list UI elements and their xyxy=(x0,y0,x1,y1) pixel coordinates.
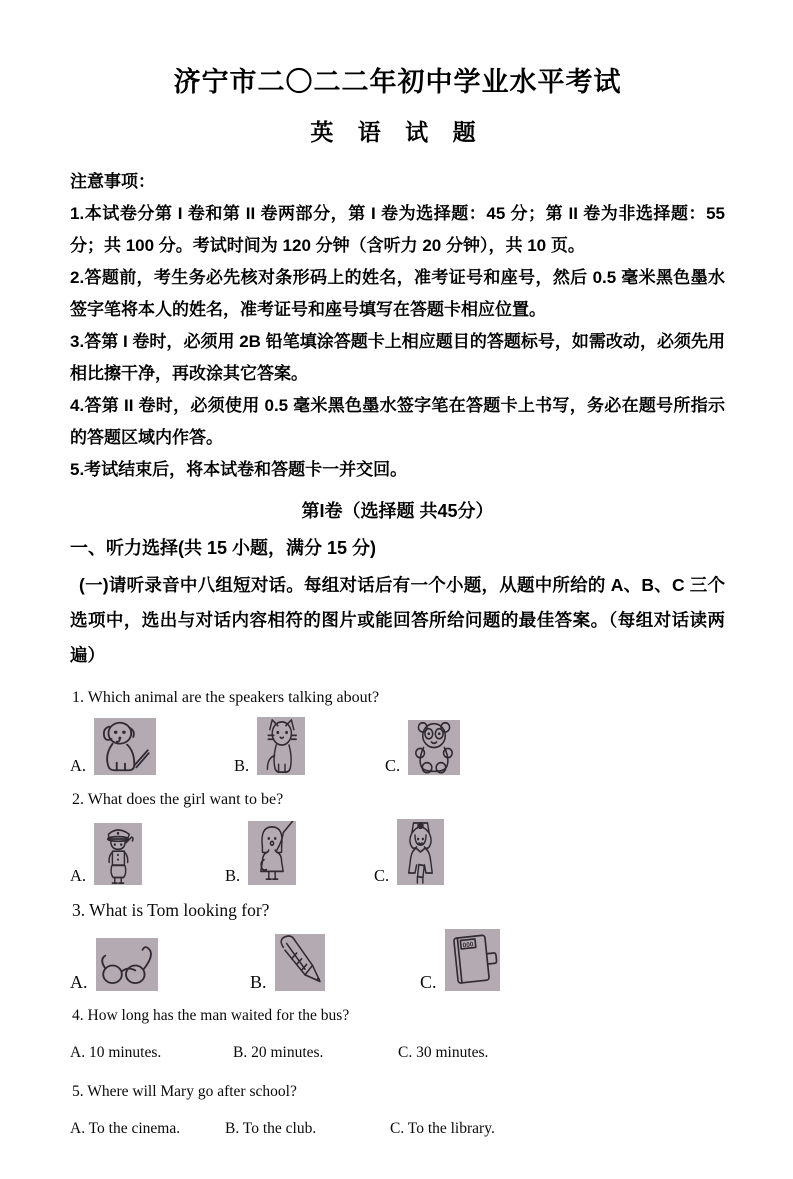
option-label: A. xyxy=(70,756,87,775)
option-a xyxy=(70,823,225,885)
question-text: 5. Where will Mary go after school? xyxy=(72,1083,297,1100)
option-a xyxy=(70,718,234,775)
notice-item: 3.答第 I 卷时，必须用 2B 铅笔填涂答题卡上相应题目的答题标号，如需改动，必须先用相比擦干净，再改涂其它答案。 xyxy=(70,332,725,383)
police-officer-image xyxy=(94,823,142,885)
option-b xyxy=(250,934,420,991)
notice-item: 1.本试卷分第 I 卷和第 II 卷两部分，第 I 卷为选择题：45 分；第 II 卷为非选择题：55 分；共 100 分。考试时间为 120 分钟（含听力 20 分钟），共 10 页。 xyxy=(70,204,725,255)
teacher-image xyxy=(248,821,296,885)
notice-item: 5.考试结束后，将本试卷和答题卡一并交回。 xyxy=(70,460,408,479)
page-title: 济宁市二〇二二年初中学业水平考试 xyxy=(173,67,622,97)
question-text: 1. Which animal are the speakers talking about? xyxy=(72,689,380,706)
option-c xyxy=(385,720,460,775)
pen-image xyxy=(275,934,325,991)
notice-item: 2.答题前，考生务必先核对条形码上的姓名，准考证号和座号，然后 0.5 毫米黑色墨水签字笔将本人的姓名，准考证号和座号填写在答题卡相应位置。 xyxy=(70,268,725,319)
nurse-image xyxy=(397,819,444,885)
option-a: A. 10 minutes. xyxy=(70,1044,162,1061)
option-picture xyxy=(397,819,444,885)
question-text: 4. How long has the man waited for the bus? xyxy=(72,1007,350,1024)
question-2-options xyxy=(70,819,725,885)
option-picture xyxy=(445,929,500,991)
option-b xyxy=(234,717,385,775)
option-picture xyxy=(275,934,325,991)
option-b: B. To the club. xyxy=(225,1120,317,1137)
option-label: B. xyxy=(234,756,250,775)
panda-image xyxy=(408,720,460,775)
option-label: B. xyxy=(250,972,267,992)
option-label: C. xyxy=(420,972,437,992)
option-picture xyxy=(257,717,305,775)
question-text: 2. What does the girl want to be? xyxy=(72,791,284,808)
option-b: B. 20 minutes. xyxy=(233,1044,324,1061)
notice-list xyxy=(70,198,725,486)
option-picture xyxy=(248,821,296,885)
part1-heading: 第I卷（选择题 共45分） xyxy=(301,501,494,521)
option-label: B. xyxy=(225,866,241,885)
option-label: C. xyxy=(385,756,401,775)
cat-image xyxy=(257,717,305,775)
option-picture xyxy=(94,823,142,885)
option-c: C. 30 minutes. xyxy=(398,1044,489,1061)
option-c: C. To the library. xyxy=(390,1120,495,1137)
notebook-image xyxy=(445,929,500,991)
option-picture xyxy=(408,720,460,775)
question-1-options xyxy=(70,717,725,775)
option-picture xyxy=(96,938,158,991)
option-c xyxy=(374,819,444,885)
option-a xyxy=(70,938,250,991)
notice-heading: 注意事项： xyxy=(70,172,155,191)
page-subtitle: 英 语 试 题 xyxy=(310,119,485,145)
dog-image xyxy=(94,718,156,775)
question-5-options xyxy=(70,1119,725,1139)
option-a: A. To the cinema. xyxy=(70,1120,181,1137)
notice-item: 4.答第 II 卷时，必须使用 0.5 毫米黑色墨水签字笔在答题卡上书写，务必在题号所指示的答题区域内作答。 xyxy=(70,396,725,447)
svg-text:000: 000 xyxy=(461,941,474,950)
question-text: 3. What is Tom looking for? xyxy=(72,900,270,920)
question-3-options xyxy=(70,929,725,991)
option-label: A. xyxy=(70,972,88,992)
listening-instructions: (一)请听录音中八组短对话。每组对话后有一个小题，从题中所给的 A、B、C 三个选项中，选出与对话内容相符的图片或能回答所给问题的最佳答案。（每组对话读两遍） xyxy=(70,575,725,665)
option-b xyxy=(225,821,374,885)
option-label: C. xyxy=(374,866,390,885)
question-4-options xyxy=(70,1043,725,1063)
listening-section-heading: 一、听力选择(共 15 小题，满分 15 分) xyxy=(70,538,377,558)
option-c xyxy=(420,929,500,991)
option-label: A. xyxy=(70,866,87,885)
option-picture xyxy=(94,718,156,775)
glasses-image xyxy=(96,938,158,991)
